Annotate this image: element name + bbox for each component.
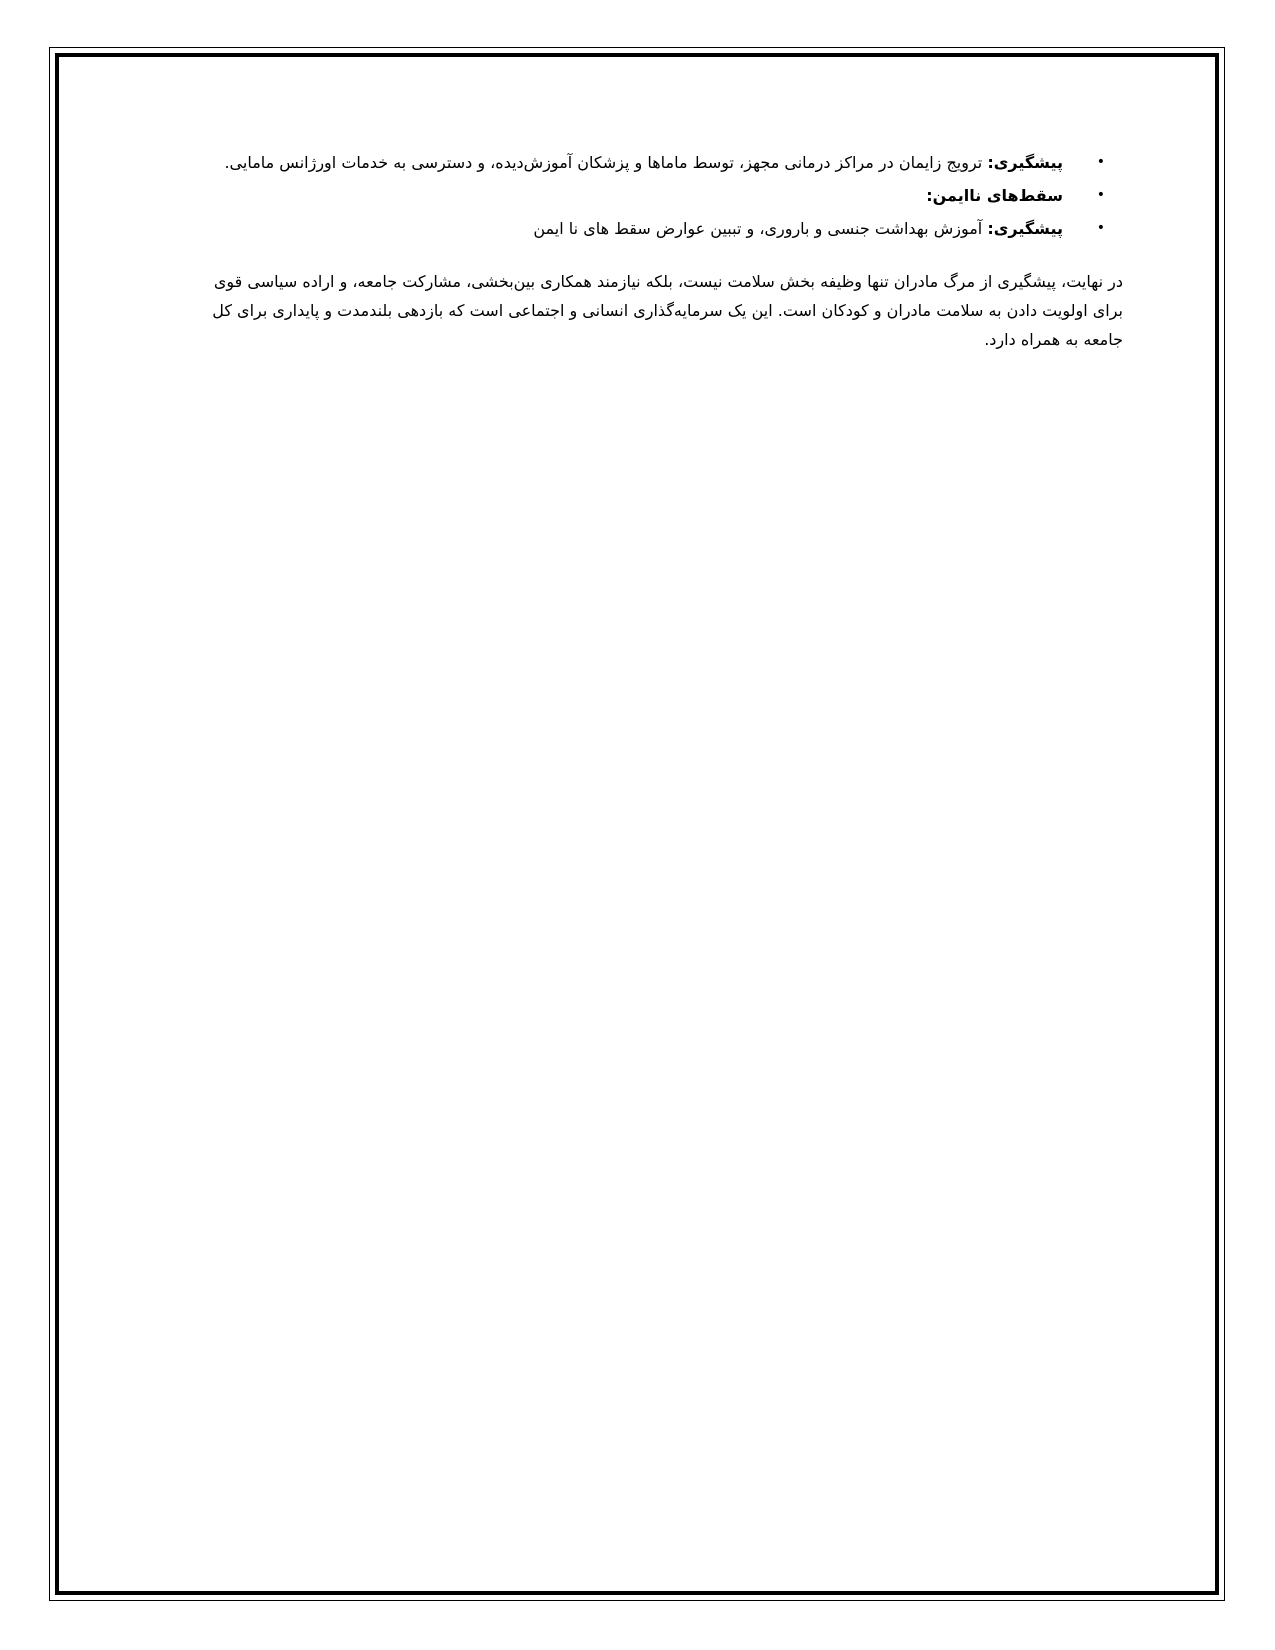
list-item-heading: سقط‌های ناایمن: (926, 186, 1063, 205)
list-item (165, 179, 1105, 212)
bullet-list (165, 146, 1123, 245)
list-item (165, 212, 1105, 245)
list-item-heading: پیشگیری: (987, 219, 1063, 238)
conclusion-paragraph: در نهایت، پیشگیری از مرگ مادران تنها وظیفه بخش سلامت نیست، بلکه نیازمند همکاری بین‌بخشی، مشارکت جامعه، و اراده سیاسی قوی برای اولویت دادن به سلامت مادران و کودکان است. این یک سرمایه‌گذاری انسانی و اجتماعی است که بازدهی بلندمدت و پایداری برای کل جامعه به همراه دارد. (212, 272, 1123, 349)
bullet-icon: • (1096, 154, 1105, 170)
bullet-icon: • (1096, 220, 1105, 236)
list-item (165, 146, 1105, 179)
bullet-icon: • (1096, 187, 1105, 203)
list-item-heading: پیشگیری: (987, 153, 1063, 172)
list-item-text: آموزش بهداشت جنسی و باروری، و تببین عوارض سقط های نا ایمن (533, 219, 988, 238)
list-item-text: ترویج زایمان در مراکز درمانی مجهز، توسط ماماها و پزشکان آموزش‌دیده، و دسترسی به خدمات اورژانس مامایی. (224, 153, 988, 172)
document-body (165, 146, 1123, 354)
